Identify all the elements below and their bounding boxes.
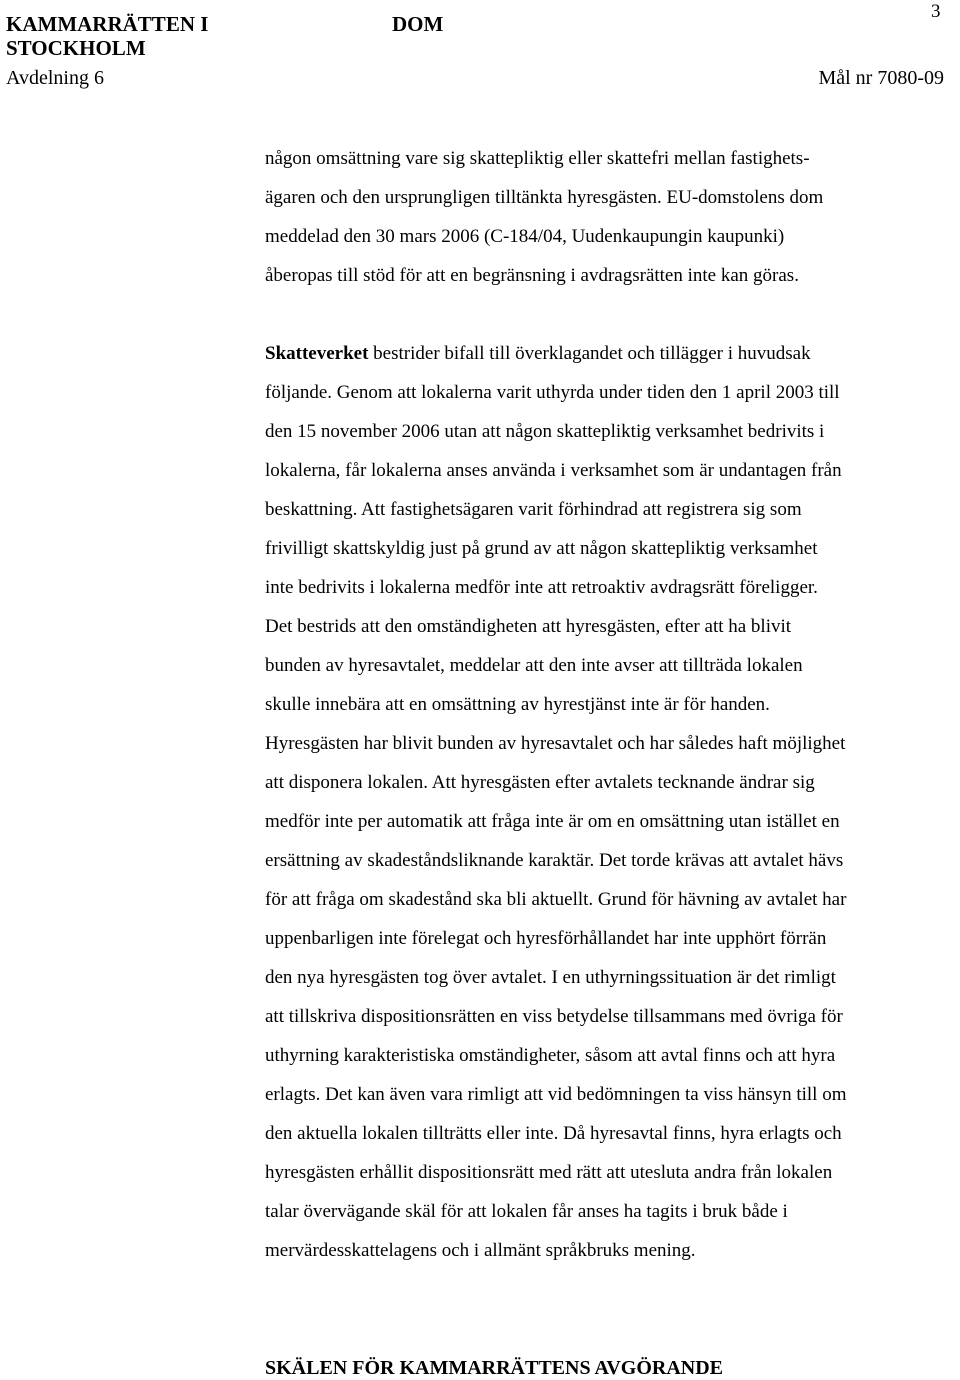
text-line: inte bedrivits i lokalerna medför inte att retroaktiv avdragsrätt föreligger.: [265, 577, 818, 598]
paragraph-appellant-claim: [265, 146, 960, 302]
text-line: erlagts. Det kan även vara rimligt att vid bedömningen ta viss hänsyn till om: [265, 1084, 847, 1105]
text-line-rest: bestrider bifall till överklagandet och tillägger i huvudsak: [368, 343, 811, 364]
text-line: lokalerna, får lokalerna anses använda i verksamhet som är undantagen från: [265, 460, 842, 481]
text-line: medför inte per automatik att fråga inte är om en omsättning utan istället en: [265, 811, 840, 832]
text-line: ersättning av skadeståndsliknande karaktär. Det torde krävas att avtalet hävs: [265, 850, 844, 871]
text-line: uppenbarligen inte förelegat och hyresförhållandet har inte upphört förrän: [265, 928, 827, 949]
text-line: beskattning. Att fastighetsägaren varit förhindrad att registrera sig som: [265, 499, 802, 520]
paragraph-gap: [265, 302, 960, 341]
text-line: Det bestrids att den omständigheten att hyresgästen, efter att ha blivit: [265, 616, 792, 637]
text-line: skulle innebära att en omsättning av hyrestjänst inte är för handen.: [265, 694, 770, 715]
text-line: följande. Genom att lokalerna varit uthyrda under tiden den 1 april 2003 till: [265, 382, 840, 403]
paragraph-skatteverket: [265, 341, 960, 1277]
text-line: för att fråga om skadestånd ska bli aktuellt. Grund för hävning av avtalet har: [265, 889, 847, 910]
text-line: bunden av hyresavtalet, meddelar att den inte avser att tillträda lokalen: [265, 655, 803, 676]
text-line: åberopas till stöd för att en begränsning i avdragsrätten inte kan göras.: [265, 265, 799, 286]
text-line: att disponera lokalen. Att hyresgästen efter avtalets tecknande ändrar sig: [265, 772, 815, 793]
text-line: meddelad den 30 mars 2006 (C-184/04, Uudenkaupungin kaupunki): [265, 226, 785, 247]
text-line: [265, 341, 960, 380]
section-heading: SKÄLEN FÖR KAMMARRÄTTENS AVGÖRANDE: [265, 1357, 724, 1379]
text-line: talar övervägande skäl för att lokalen får anses ha tagits i bruk både i: [265, 1201, 788, 1222]
party-name: Skatteverket: [265, 343, 369, 364]
document-body: [265, 146, 960, 1277]
text-line: frivilligt skattskyldig just på grund av att någon skattepliktig verksamhet: [265, 538, 818, 559]
text-line: ägaren och den ursprungligen tilltänkta hyresgästen. EU-domstolens dom: [265, 187, 824, 208]
text-line: den aktuella lokalen tillträtts eller inte. Då hyresavtal finns, hyra erlagts och: [265, 1123, 842, 1144]
text-line: att tillskriva dispositionsrätten en viss betydelse tillsammans med övriga för: [265, 1006, 843, 1027]
text-line: uthyrning karakteristiska omständigheter, såsom att avtal finns och att hyra: [265, 1045, 836, 1066]
text-line: den 15 november 2006 utan att någon skattepliktig verksamhet bedrivits i: [265, 421, 825, 442]
text-line: mervärdesskattelagens och i allmänt språkbruks mening.: [265, 1240, 696, 1261]
text-line: hyresgästen erhållit dispositionsrätt med rätt att utesluta andra från lokalen: [265, 1162, 833, 1183]
court-name: [6, 12, 208, 60]
page-number: 3: [931, 1, 941, 22]
document-type: DOM: [392, 12, 444, 36]
text-line: någon omsättning vare sig skattepliktig eller skattefri mellan fastighets-: [265, 148, 810, 169]
department: Avdelning 6: [6, 67, 104, 89]
court-name-line2: STOCKHOLM: [6, 36, 146, 60]
text-line: Hyresgästen har blivit bunden av hyresavtalet och har således haft möjlighet: [265, 733, 846, 754]
court-name-line1: KAMMARRÄTTEN I: [6, 12, 209, 36]
text-line: den nya hyresgästen tog över avtalet. I en uthyrningssituation är det rimligt: [265, 967, 836, 988]
case-number: Mål nr 7080-09: [818, 67, 944, 89]
